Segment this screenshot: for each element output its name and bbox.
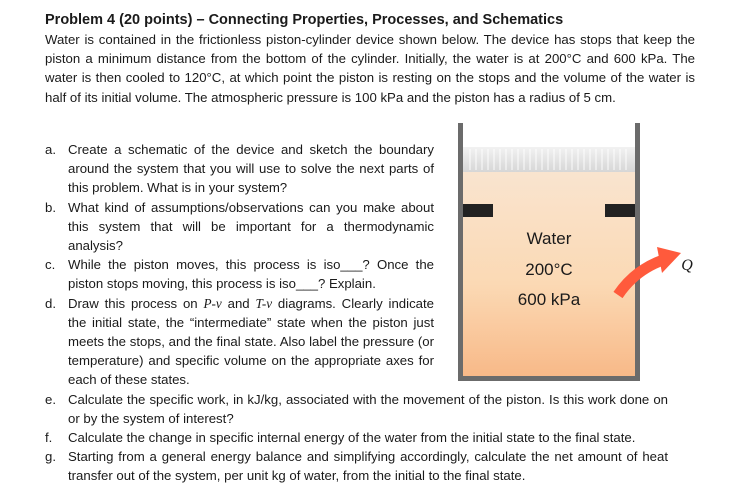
- part-label: f.: [45, 430, 53, 446]
- pressure-label: 600 kPa: [517, 290, 581, 309]
- cylinder-bottom: [458, 376, 640, 381]
- pv-diagram-label: P-v: [203, 295, 222, 311]
- temperature-label: 200°C: [525, 260, 573, 279]
- part-label: g.: [45, 449, 56, 465]
- substance-label: Water: [526, 229, 572, 248]
- cylinder-right-wall: [635, 123, 640, 378]
- part-text: Calculate the change in specific internal energy of the water from the initial state to the final state.: [68, 430, 636, 446]
- part-label: d.: [45, 295, 56, 311]
- part-a: [45, 140, 434, 198]
- piston: [463, 147, 635, 172]
- part-text: Create a schematic of the device and sketch the boundary around the system that you will use to solve the next parts of this problem. What is in your system?: [68, 142, 434, 196]
- tv-diagram-label: T-v: [255, 295, 273, 311]
- part-d: [45, 294, 434, 390]
- part-label: e.: [45, 391, 56, 407]
- parts-list-lower: [45, 390, 668, 486]
- part-text: While the piston moves, this process is iso___? Once the piston stops moving, this process is iso___? Explain.: [68, 257, 434, 292]
- problem-intro: Water is contained in the frictionless piston-cylinder device shown below. The device has stops that keep the piston a minimum distance from the bottom of the cylinder. Initially, the water is at 200°C and 600 kPa. The water is then cooled to 120°C, at which point the piston is resting on the stops and the volume of the water is half of its initial volume. The atmospheric pressure is 100 kPa and the piston has a radius of 5 cm.: [45, 32, 695, 105]
- piston-cylinder-figure: [455, 120, 695, 382]
- part-text: Calculate the specific work, in kJ/kg, associated with the movement of the piston. Is this work done on or by the system of interest?: [68, 391, 668, 426]
- part-c: [45, 255, 434, 293]
- part-text: Starting from a general energy balance and simplifying accordingly, calculate the net amount of heat transfer out of the system, per unit kg of water, from the initial to the final state.: [68, 449, 668, 484]
- part-label: b.: [45, 199, 56, 215]
- part-text-mid: and: [221, 295, 256, 311]
- part-f: [45, 428, 668, 447]
- heat-label-q: Q: [681, 257, 693, 274]
- part-b: [45, 198, 434, 256]
- heat-arrow-head: [657, 247, 681, 273]
- part-text: What kind of assumptions/observations can you make about this system that will be important for a thermodynamic analysis?: [68, 199, 434, 254]
- part-label: a.: [45, 142, 56, 157]
- right-stop: [605, 204, 635, 217]
- part-label: c.: [45, 257, 56, 273]
- part-text-pre: Draw this process on: [68, 295, 204, 311]
- left-stop: [463, 204, 493, 217]
- part-text-post: diagrams. Clearly indicate the initial state, the “intermediate” state when the piston just meets the stops, and the final state. Also label the pressure (or temperature) and specific volume on the appropriate axes for each of these states.: [68, 295, 434, 388]
- part-e: [45, 390, 668, 428]
- part-g: [45, 447, 668, 485]
- problem-title: Problem 4 (20 points) – Connecting Properties, Processes, and Schematics: [45, 12, 564, 28]
- cylinder-left-wall: [458, 123, 463, 378]
